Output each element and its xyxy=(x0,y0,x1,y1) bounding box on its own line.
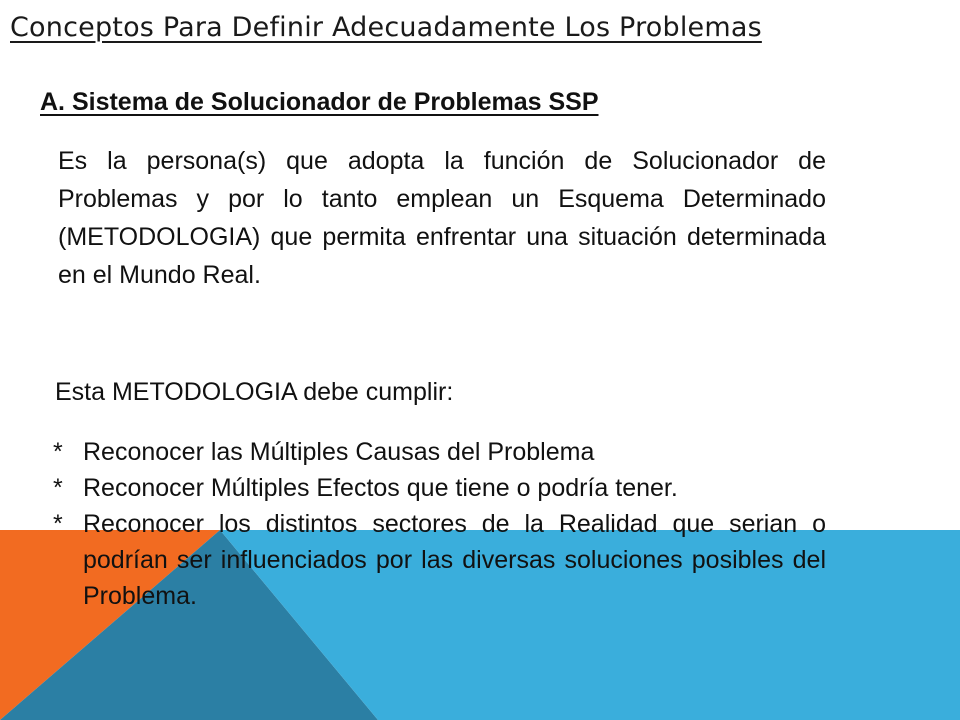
requirement-text: Reconocer Múltiples Efectos que tiene o podría tener. xyxy=(83,474,678,502)
requirement-text: Reconocer los distintos sectores de la Realidad que serian o podrían ser influenciados por las diversas soluciones posibles del Problema. xyxy=(83,510,826,610)
definition-paragraph: Es la persona(s) que adopta la función de Solucionador de Problemas y por lo tanto emplean un Esquema Determinado (METODOLOGIA) que permita enfrentar una situación determinada en el Mundo Real. xyxy=(58,147,826,289)
requirement-text: Reconocer las Múltiples Causas del Problema xyxy=(83,438,595,466)
slide-title: Conceptos Para Definir Adecuadamente Los Problemas xyxy=(10,12,762,43)
bullet-marker: * xyxy=(53,510,63,538)
requirement-item xyxy=(53,470,826,506)
bullet-marker: * xyxy=(53,438,63,466)
requirement-item xyxy=(53,506,826,614)
methodology-intro: Esta METODOLOGIA debe cumplir: xyxy=(55,378,454,406)
requirement-item xyxy=(53,434,826,470)
bullet-marker: * xyxy=(53,474,63,502)
requirements-list xyxy=(53,434,826,614)
section-heading: A. Sistema de Solucionador de Problemas SSP xyxy=(40,88,599,116)
